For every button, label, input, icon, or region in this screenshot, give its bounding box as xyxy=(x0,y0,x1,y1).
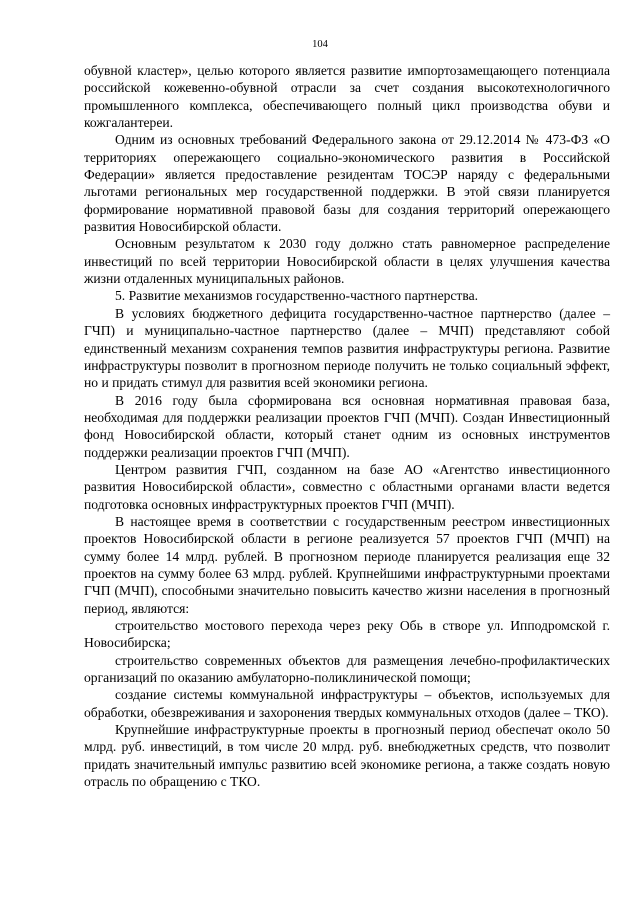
paragraph-2016-legal-base: В 2016 году была сформирована вся основная нормативная правовая база, необходимая для поддержки реализации проектов ГЧП (МЧП). Создан Инвестиционный фонд Новосибирской области, который станет одним из основных инструментов поддержки реализации проектов ГЧП (МЧП). xyxy=(84,392,610,460)
paragraph-main-result-2030: Основным результатом к 2030 году должно стать равномерное распределение инвестиций по всей территории Новосибирской области в целях улучшения качества жизни отдаленных муниципальных районов. xyxy=(84,236,610,287)
page-number: 104 xyxy=(312,39,328,50)
paragraph-federal-law-tosr: Одним из основных требований Федерального закона от 29.12.2014 № 473-ФЗ «О территориях опережающего социально-экономического развития в Российской Федерации» является предоставление резидентам ТОСЭР наряду с федеральными льготами региональных мер государственной поддержки. В этой связи планируется формирование нормативной правовой базы для создания территорий опережающего развития Новосибирской области. xyxy=(84,132,610,235)
list-item-medical-facilities: строительство современных объектов для размещения лечебно-профилактических организаций по оказанию амбулаторно-поликлинической помощи; xyxy=(84,652,610,686)
document-body xyxy=(84,62,610,790)
paragraph-ppp-center: Центром развития ГЧП, созданном на базе АО «Агентство инвестиционного развития Новосибирской области», совместно с областными органами власти ведется подготовка основных инфраструктурных проектов ГЧП (МЧП). xyxy=(84,461,610,512)
list-item-ob-bridge: строительство мостового перехода через реку Обь в створе ул. Ипподромской г. Новосибирска; xyxy=(84,618,610,651)
paragraph-investment-summary: Крупнейшие инфраструктурные проекты в прогнозный период обеспечат около 50 млрд. руб. инвестиций, в том числе 20 млрд. руб. внебюджетных средств, что позволит придать значительный импульс развитию всей экономике региона, а также создать новую отрасль по обращению с ТКО. xyxy=(84,722,610,790)
paragraph-registry-projects: В настоящее время в соответствии с государственным реестром инвестиционных проектов Новосибирской области в регионе реализуется 57 проектов ГЧП (МЧП) на сумму более 14 млрд. рублей. В прогнозном периоде планируется реализация еще 32 проектов на сумму более 63 млрд. рублей. Крупнейшими инфраструктурными проектами ГЧП (МЧП), способными значительно повысить качество жизни населения в прогнозный период, являются: xyxy=(84,513,610,616)
section-heading-ppp: 5. Развитие механизмов государственно-частного партнерства. xyxy=(115,288,479,304)
paragraph-budget-deficit-ppp: В условиях бюджетного дефицита государственно-частное партнерство (далее – ГЧП) и муниципально-частное партнерство (далее – МЧП) представляют собой единственный механизм сохранения темпов развития инфраструктуры региона. Развитие инфраструктуры позволит в прогнозном периоде получить не только социальный эффект, но и придать стимул для развития всей экономики региона. xyxy=(84,305,610,391)
paragraph-cluster-continuation: обувной кластер», целью которого является развитие импортозамещающего потенциала российской кожевенно-обувной отрасли за счет создания высокотехнологичного промышленного комплекса, обеспечивающего полный цикл производства обуви и кожгалантереи. xyxy=(84,63,610,131)
list-item-waste-infrastructure: создание системы коммунальной инфраструктуры – объектов, используемых для обработки, обезвреживания и захоронения твердых коммунальных отходов (далее – ТКО). xyxy=(84,687,610,720)
